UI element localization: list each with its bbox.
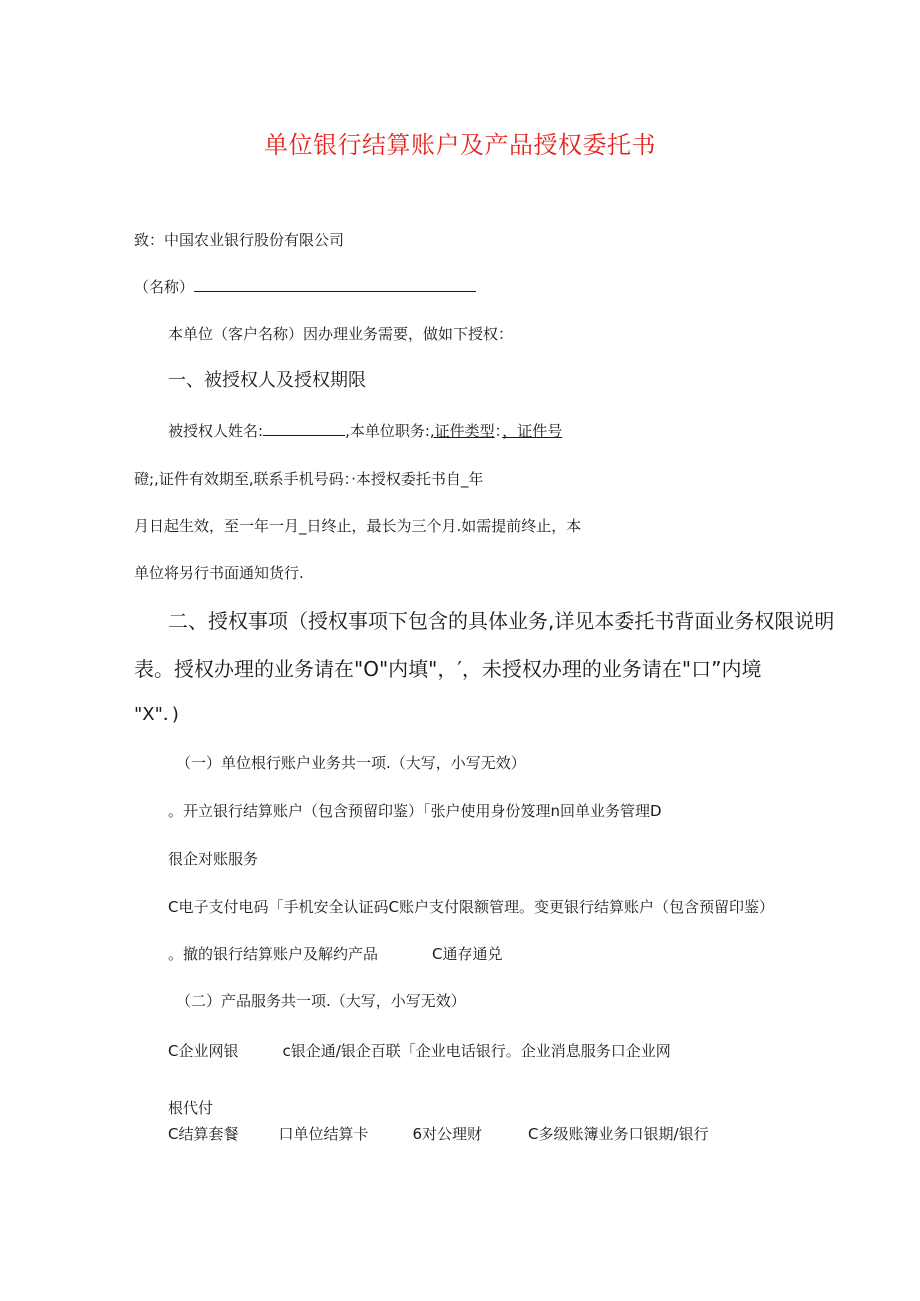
close-account-option: 。撤的银行结算账户及解约产品 <box>168 945 379 963</box>
name-label: （名称） <box>134 278 195 296</box>
authorized-person-row <box>168 422 562 440</box>
corporate-ebank-option: C企业网银 <box>168 1042 239 1060</box>
settlement-card-option: 口单位结算卡 <box>278 1125 369 1143</box>
section2-line-3: "X"．) <box>134 704 179 725</box>
id-type-label: ,证件类型 <box>429 422 495 440</box>
name-blank <box>194 279 476 292</box>
authorization-line-2: 磴;,证件有效期至,联系手机号码：·本授权委托书自_年 <box>134 470 484 488</box>
multi-ledger-option: C多级账簿业务口银期/银行 <box>528 1125 709 1143</box>
name-field-row <box>134 278 476 296</box>
id-type-colon: ： <box>494 422 503 440</box>
subsection1-line-2: 很企对账服务 <box>168 850 259 868</box>
position-label: ,本单位职务: <box>345 422 430 440</box>
authorized-name-label: 被授权人姓名: <box>168 422 264 440</box>
subsection1-line-3: C电子支付电码「手机安全认证码C账户支付限额管理。变更银行结算账户（包含预留印鉴） <box>168 898 774 916</box>
id-number-label: ，证件号 <box>502 422 563 440</box>
subsection1-line-1: 。开立银行结算账户（包含预留印鉴）「张户使用身份笈理n回单业务管理D <box>168 802 662 820</box>
intro-paragraph: 本单位（客户名称）因办理业务需要，做如下授权： <box>168 325 514 343</box>
authorization-line-3: 月日起生效，至一年一月_日终止，最长为三个月.如需提前终止，本 <box>134 517 582 535</box>
subsection2-heading: （二）产品服务共一项.（大写，小写无效） <box>176 992 466 1010</box>
authorization-line-4: 单位将另行书面通知货行. <box>134 564 304 582</box>
subsection1-line-4 <box>168 945 503 963</box>
addressee-line: 致：中国农业银行股份有限公司 <box>134 231 345 249</box>
subsection2-line-2: 根代付 <box>168 1099 214 1117</box>
subsection2-line-3 <box>168 1125 709 1143</box>
subsection1-heading: （一）单位根行账户业务共一项.（大写，小写无效） <box>176 754 526 772</box>
document-title: 单位银行结算账户及产品授权委托书 <box>264 131 656 159</box>
section2-line-2: 表。授权办理的业务请在"O"内填"，′，未授权办理的业务请在"口”内境 <box>134 657 762 681</box>
subsection2-line-1 <box>168 1042 671 1060</box>
authorized-name-blank <box>263 423 345 436</box>
universal-deposit-option: C通存通兑 <box>432 945 503 963</box>
section2-line-1: 二、授权事项（授权事项下包含的具体业务,详见本委托书背面业务权限说明 <box>168 609 835 633</box>
settlement-package-option: C结算套餐 <box>168 1125 239 1143</box>
section1-heading: 一、被授权人及授权期限 <box>168 370 366 391</box>
corporate-wealth-option: 6对公理财 <box>412 1125 483 1143</box>
bank-enterprise-options: c银企通/银企百联「企业电话银行。企业消息服务口企业网 <box>282 1042 671 1060</box>
